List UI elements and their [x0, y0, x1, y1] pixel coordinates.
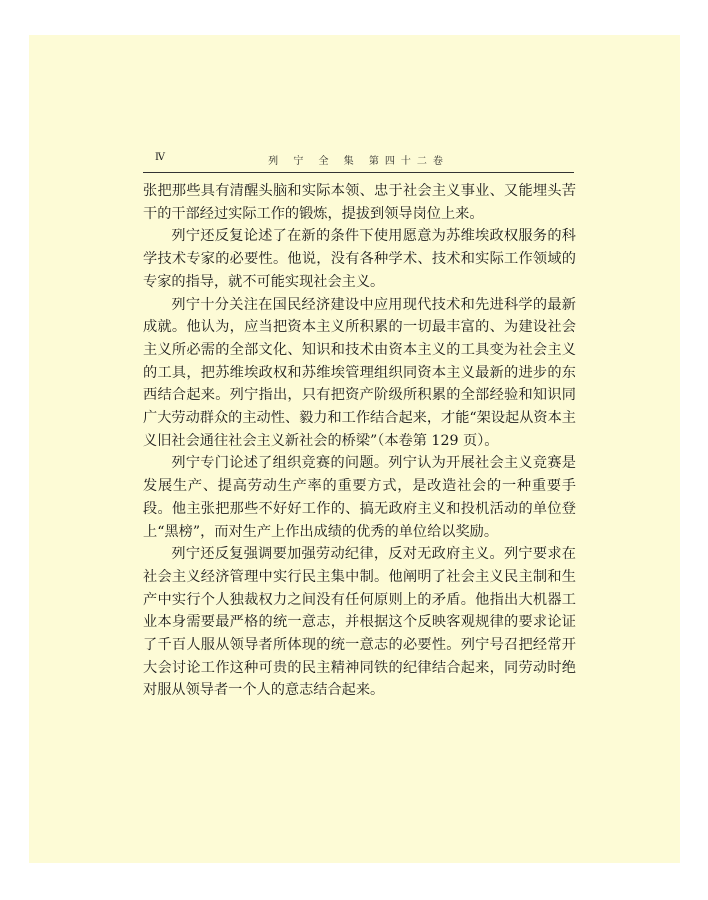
page-number: Ⅳ [155, 152, 165, 163]
paragraph: 列宁十分关注在国民经济建设中应用现代技术和先进科学的最新成就。他认为，应当把资本主义所积累的一切最丰富的、为建设社会主义所必需的全部文化、知识和技术由资本主义的工具变为社会主义的工具，把苏维埃政权和苏维埃管理组织同资本主义最新的进步的东西结合起来。列宁指出，只有把资产阶级所积累的全部经验和知识同广大劳动群众的主动性、毅力和工作结合起来，才能“架设起从资本主义旧社会通往社会主义新社会的桥梁”（本卷第 129 页）。 [143, 296, 576, 449]
running-head: 列 宁 全 集 第四十二卷 [268, 156, 449, 167]
header-rule [143, 172, 574, 173]
paragraph: 列宁还反复论述了在新的条件下使用愿意为苏维埃政权服务的科学技术专家的必要性。他说，没有各种学术、技术和实际工作领域的专家的指导，就不可能实现社会主义。 [143, 228, 576, 290]
paragraph-continuation: 张把那些具有清醒头脑和实际本领、忠于社会主义事业、又能埋头苦干的干部经过实际工作的锻炼，提拔到领导岗位上来。 [143, 183, 576, 222]
paragraph: 列宁还反复强调要加强劳动纪律，反对无政府主义。列宁要求在社会主义经济管理中实行民主集中制。他阐明了社会主义民主制和生产中实行个人独裁权力之间没有任何原则上的矛盾。他指出大机器工业本身需要最严格的统一意志，并根据这个反映客观规律的要求论证了千百人服从领导者所体现的统一意志的必要性。列宁号召把经常开大会讨论工作这种可贵的民主精神同铁的纪律结合起来，同劳动时绝对服从领导者一个人的意志结合起来。 [143, 546, 576, 699]
page-header [143, 152, 574, 166]
body-text [143, 180, 576, 702]
paragraph: 列宁专门论述了组织竞赛的问题。列宁认为开展社会主义竞赛是发展生产、提高劳动生产率的重要方式，是改造社会的一种重要手段。他主张把那些不好好工作的、搞无政府主义和投机活动的单位登上“黑榜”，而对生产上作出成绩的优秀的单位给以奖励。 [143, 455, 576, 540]
